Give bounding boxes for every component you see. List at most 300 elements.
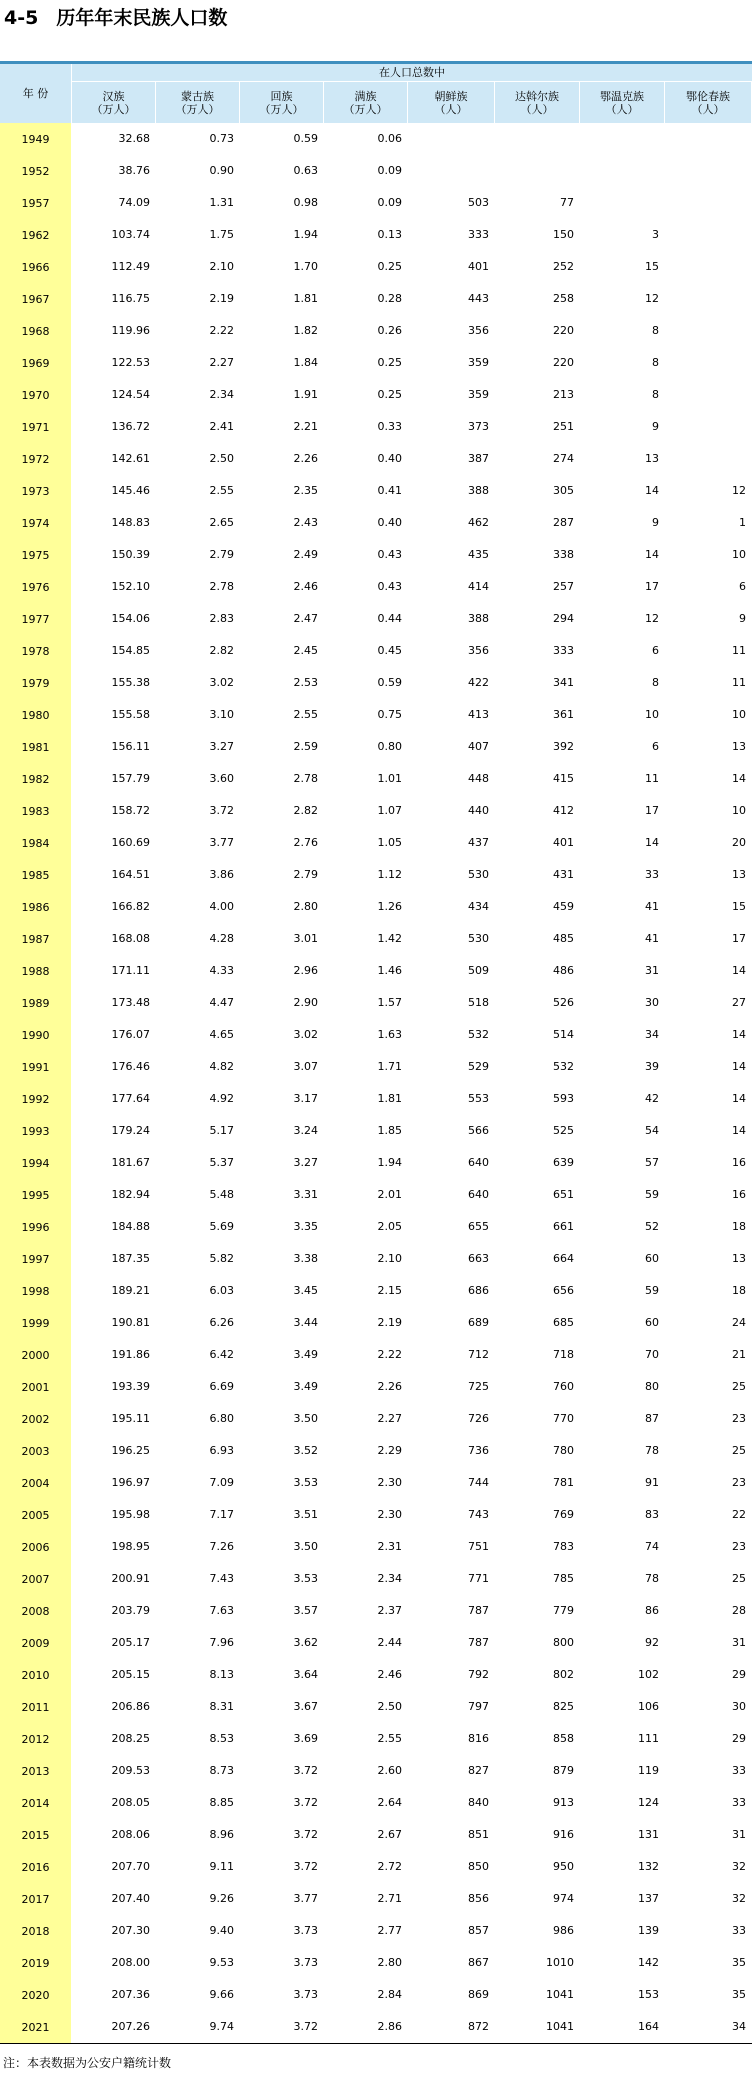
value-cell: 59 — [645, 1284, 659, 1297]
value-cell: 6.26 — [209, 1316, 234, 1329]
value-cell: 9 — [652, 516, 659, 529]
column-unit: （万人） — [259, 102, 304, 116]
column-header — [665, 82, 751, 123]
value-cell: 3.02 — [293, 1028, 318, 1041]
value-cell: 462 — [468, 516, 489, 529]
value-cell: 152.10 — [111, 580, 150, 593]
value-cell: 287 — [553, 516, 574, 529]
year-cell: 1972 — [0, 443, 72, 475]
value-cell: 74 — [645, 1540, 659, 1553]
year-cell: 2007 — [0, 1563, 72, 1595]
value-cell — [665, 251, 746, 283]
value-cell: 23 — [732, 1476, 746, 1489]
value-cell: 486 — [553, 964, 574, 977]
value-cell: 2.71 — [377, 1892, 402, 1905]
value-cell: 640 — [468, 1156, 489, 1169]
value-cell: 0.06 — [377, 132, 402, 145]
value-cell: 27 — [732, 996, 746, 1009]
value-cell: 0.25 — [377, 356, 402, 369]
table-row — [0, 155, 752, 187]
value-cell: 2.55 — [209, 484, 234, 497]
value-cell: 5.17 — [209, 1124, 234, 1137]
value-cell: 116.75 — [111, 292, 150, 305]
value-cell: 28 — [732, 1604, 746, 1617]
table-row — [0, 379, 752, 411]
value-cell — [408, 123, 489, 155]
value-cell — [665, 123, 746, 155]
value-cell: 1.85 — [377, 1124, 402, 1137]
value-cell: 154.06 — [111, 612, 150, 625]
value-cell: 437 — [468, 836, 489, 849]
year-cell: 1975 — [0, 539, 72, 571]
value-cell: 3.57 — [293, 1604, 318, 1617]
column-header — [324, 82, 407, 123]
year-cell: 1977 — [0, 603, 72, 635]
value-cell: 7.63 — [209, 1604, 234, 1617]
value-cell: 769 — [553, 1508, 574, 1521]
value-cell — [665, 347, 746, 379]
value-cell: 213 — [553, 388, 574, 401]
value-cell: 388 — [468, 484, 489, 497]
value-cell: 294 — [553, 612, 574, 625]
value-cell: 87 — [645, 1412, 659, 1425]
column-name: 回族 — [270, 89, 293, 103]
value-cell: 205.15 — [111, 1668, 150, 1681]
value-cell: 33 — [645, 868, 659, 881]
value-cell: 2.77 — [377, 1924, 402, 1937]
value-cell: 2.34 — [209, 388, 234, 401]
value-cell: 31 — [645, 964, 659, 977]
table-row — [0, 283, 752, 315]
year-cell: 2019 — [0, 1947, 72, 1979]
value-cell: 1.05 — [377, 836, 402, 849]
value-cell: 13 — [645, 452, 659, 465]
year-cell: 2016 — [0, 1851, 72, 1883]
table-row — [0, 571, 752, 603]
value-cell: 2.55 — [377, 1732, 402, 1745]
value-cell: 38.76 — [118, 164, 150, 177]
value-cell: 305 — [553, 484, 574, 497]
value-cell: 119.96 — [111, 324, 150, 337]
value-cell: 2.22 — [377, 1348, 402, 1361]
value-cell: 4.28 — [209, 932, 234, 945]
table-row — [0, 539, 752, 571]
value-cell: 407 — [468, 740, 489, 753]
value-cell: 78 — [645, 1572, 659, 1585]
value-cell: 2.10 — [209, 260, 234, 273]
value-cell — [665, 219, 746, 251]
value-cell: 1.82 — [293, 324, 318, 337]
value-cell: 206.86 — [111, 1700, 150, 1713]
value-cell: 1 — [739, 516, 746, 529]
value-cell: 2.72 — [377, 1860, 402, 1873]
value-cell: 12 — [732, 484, 746, 497]
year-cell: 1986 — [0, 891, 72, 923]
table-row — [0, 1851, 752, 1883]
value-cell: 193.39 — [111, 1380, 150, 1393]
table-row — [0, 123, 752, 155]
value-cell: 3.67 — [293, 1700, 318, 1713]
value-cell: 526 — [553, 996, 574, 1009]
year-cell: 2003 — [0, 1435, 72, 1467]
year-cell: 1994 — [0, 1147, 72, 1179]
value-cell: 2.31 — [377, 1540, 402, 1553]
table-number: 4-5 — [4, 7, 39, 29]
value-cell: 0.28 — [377, 292, 402, 305]
value-cell: 2.01 — [377, 1188, 402, 1201]
year-cell: 1967 — [0, 283, 72, 315]
value-cell: 3.77 — [209, 836, 234, 849]
year-cell: 2005 — [0, 1499, 72, 1531]
table-row — [0, 1211, 752, 1243]
year-cell: 1978 — [0, 635, 72, 667]
value-cell: 816 — [468, 1732, 489, 1745]
value-cell: 57 — [645, 1156, 659, 1169]
year-cell: 1971 — [0, 411, 72, 443]
value-cell: 3.72 — [293, 1828, 318, 1841]
value-cell: 15 — [732, 900, 746, 913]
year-cell: 2000 — [0, 1339, 72, 1371]
value-cell: 440 — [468, 804, 489, 817]
value-cell: 179.24 — [111, 1124, 150, 1137]
value-cell: 198.95 — [111, 1540, 150, 1553]
year-cell: 1992 — [0, 1083, 72, 1115]
value-cell: 3.72 — [209, 804, 234, 817]
value-cell: 203.79 — [111, 1604, 150, 1617]
value-cell: 195.11 — [111, 1412, 150, 1425]
year-cell: 1982 — [0, 763, 72, 795]
value-cell: 3.31 — [293, 1188, 318, 1201]
value-cell: 0.98 — [293, 196, 318, 209]
value-cell: 2.41 — [209, 420, 234, 433]
value-cell: 33 — [732, 1764, 746, 1777]
value-cell: 0.25 — [377, 260, 402, 273]
value-cell: 11 — [645, 772, 659, 785]
value-cell: 6 — [652, 644, 659, 657]
value-cell: 553 — [468, 1092, 489, 1105]
value-cell: 2.82 — [293, 804, 318, 817]
value-cell: 0.59 — [293, 132, 318, 145]
column-name: 达斡尔族 — [515, 89, 559, 103]
table-row — [0, 1563, 752, 1595]
value-cell: 1.46 — [377, 964, 402, 977]
column-name: 鄂伦春族 — [686, 89, 730, 103]
year-cell: 1990 — [0, 1019, 72, 1051]
value-cell: 857 — [468, 1924, 489, 1937]
value-cell: 124.54 — [111, 388, 150, 401]
table-row — [0, 1339, 752, 1371]
table-row — [0, 1947, 752, 1979]
table-row — [0, 187, 752, 219]
value-cell: 207.40 — [111, 1892, 150, 1905]
value-cell: 200.91 — [111, 1572, 150, 1585]
value-cell: 2.96 — [293, 964, 318, 977]
value-cell: 3.69 — [293, 1732, 318, 1745]
value-cell: 787 — [468, 1604, 489, 1617]
value-cell: 1.26 — [377, 900, 402, 913]
year-cell: 1987 — [0, 923, 72, 955]
value-cell: 2.80 — [377, 1956, 402, 1969]
year-cell: 2010 — [0, 1659, 72, 1691]
value-cell: 14 — [732, 1028, 746, 1041]
value-cell: 122.53 — [111, 356, 150, 369]
value-cell: 25 — [732, 1572, 746, 1585]
table-row — [0, 603, 752, 635]
value-cell: 2.19 — [377, 1316, 402, 1329]
value-cell: 220 — [553, 324, 574, 337]
value-cell: 207.26 — [111, 2020, 150, 2033]
column-unit: （人） — [434, 102, 468, 116]
table-row — [0, 1275, 752, 1307]
value-cell: 413 — [468, 708, 489, 721]
column-unit: （万人） — [175, 102, 220, 116]
value-cell: 182.94 — [111, 1188, 150, 1201]
table-row — [0, 251, 752, 283]
value-cell — [665, 315, 746, 347]
value-cell: 2.34 — [377, 1572, 402, 1585]
value-cell: 3.62 — [293, 1636, 318, 1649]
value-cell: 827 — [468, 1764, 489, 1777]
value-cell: 1.63 — [377, 1028, 402, 1041]
value-cell: 3.02 — [209, 676, 234, 689]
value-cell: 257 — [553, 580, 574, 593]
value-cell: 9.11 — [209, 1860, 234, 1873]
value-cell: 3.27 — [293, 1156, 318, 1169]
value-cell: 20 — [732, 836, 746, 849]
value-cell: 0.63 — [293, 164, 318, 177]
year-cell: 2002 — [0, 1403, 72, 1435]
value-cell: 208.00 — [111, 1956, 150, 1969]
value-cell: 825 — [553, 1700, 574, 1713]
value-cell: 2.26 — [293, 452, 318, 465]
year-cell: 1991 — [0, 1051, 72, 1083]
table-row — [0, 795, 752, 827]
table-row — [0, 411, 752, 443]
value-cell: 3.53 — [293, 1572, 318, 1585]
table-row — [0, 219, 752, 251]
value-cell: 338 — [553, 548, 574, 561]
value-cell: 518 — [468, 996, 489, 1009]
value-cell: 196.97 — [111, 1476, 150, 1489]
value-cell: 760 — [553, 1380, 574, 1393]
value-cell: 14 — [645, 484, 659, 497]
value-cell: 4.00 — [209, 900, 234, 913]
value-cell: 401 — [468, 260, 489, 273]
value-cell: 356 — [468, 644, 489, 657]
value-cell: 530 — [468, 868, 489, 881]
value-cell: 974 — [553, 1892, 574, 1905]
value-cell: 91 — [645, 1476, 659, 1489]
value-cell: 77 — [560, 196, 574, 209]
value-cell: 2.64 — [377, 1796, 402, 1809]
table-row — [0, 955, 752, 987]
value-cell: 783 — [553, 1540, 574, 1553]
column-header — [495, 82, 579, 123]
year-cell: 2018 — [0, 1915, 72, 1947]
value-cell: 2.78 — [293, 772, 318, 785]
value-cell: 3.38 — [293, 1252, 318, 1265]
table-row — [0, 859, 752, 891]
value-cell — [408, 155, 489, 187]
value-cell: 2.43 — [293, 516, 318, 529]
value-cell: 1.94 — [377, 1156, 402, 1169]
value-cell: 6.03 — [209, 1284, 234, 1297]
year-cell: 1973 — [0, 475, 72, 507]
value-cell: 32 — [732, 1860, 746, 1873]
value-cell: 6.80 — [209, 1412, 234, 1425]
value-cell: 2.21 — [293, 420, 318, 433]
year-cell: 2012 — [0, 1723, 72, 1755]
value-cell: 136.72 — [111, 420, 150, 433]
value-cell: 6 — [652, 740, 659, 753]
value-cell: 15 — [645, 260, 659, 273]
value-cell: 2.30 — [377, 1476, 402, 1489]
year-cell: 1974 — [0, 507, 72, 539]
table-row — [0, 2011, 752, 2043]
value-cell: 3 — [652, 228, 659, 241]
value-cell: 252 — [553, 260, 574, 273]
value-cell: 1.31 — [209, 196, 234, 209]
table-row — [0, 1819, 752, 1851]
value-cell: 0.26 — [377, 324, 402, 337]
value-cell: 111 — [638, 1732, 659, 1745]
value-cell: 0.75 — [377, 708, 402, 721]
value-cell: 2.78 — [209, 580, 234, 593]
value-cell: 35 — [732, 1988, 746, 2001]
value-cell: 155.58 — [111, 708, 150, 721]
year-cell: 1983 — [0, 795, 72, 827]
value-cell: 412 — [553, 804, 574, 817]
value-cell: 1010 — [546, 1956, 574, 1969]
value-cell: 685 — [553, 1316, 574, 1329]
value-cell: 78 — [645, 1444, 659, 1457]
value-cell: 663 — [468, 1252, 489, 1265]
value-cell — [580, 155, 659, 187]
year-cell: 2004 — [0, 1467, 72, 1499]
table-row — [0, 699, 752, 731]
value-cell: 274 — [553, 452, 574, 465]
value-cell: 25 — [732, 1380, 746, 1393]
value-cell: 0.73 — [209, 132, 234, 145]
table-row — [0, 443, 752, 475]
value-cell: 3.77 — [293, 1892, 318, 1905]
value-cell: 4.33 — [209, 964, 234, 977]
page-title — [4, 3, 227, 33]
value-cell: 9.66 — [209, 1988, 234, 2001]
table-row — [0, 1979, 752, 2011]
year-cell: 1996 — [0, 1211, 72, 1243]
value-cell: 2.50 — [209, 452, 234, 465]
value-cell: 168.08 — [111, 932, 150, 945]
value-cell — [665, 283, 746, 315]
value-cell: 509 — [468, 964, 489, 977]
year-cell: 1957 — [0, 187, 72, 219]
value-cell: 181.67 — [111, 1156, 150, 1169]
value-cell: 3.50 — [293, 1412, 318, 1425]
value-cell: 158.72 — [111, 804, 150, 817]
value-cell: 2.65 — [209, 516, 234, 529]
value-cell: 6.93 — [209, 1444, 234, 1457]
value-cell: 156.11 — [111, 740, 150, 753]
value-cell: 525 — [553, 1124, 574, 1137]
value-cell: 3.49 — [293, 1348, 318, 1361]
value-cell: 8.85 — [209, 1796, 234, 1809]
value-cell: 916 — [553, 1828, 574, 1841]
value-cell: 856 — [468, 1892, 489, 1905]
value-cell: 6 — [739, 580, 746, 593]
value-cell: 10 — [732, 804, 746, 817]
value-cell: 11 — [732, 676, 746, 689]
value-cell: 5.82 — [209, 1252, 234, 1265]
value-cell: 3.27 — [209, 740, 234, 753]
table-row — [0, 1179, 752, 1211]
value-cell: 3.50 — [293, 1540, 318, 1553]
year-cell: 1952 — [0, 155, 72, 187]
value-cell: 3.10 — [209, 708, 234, 721]
table-row — [0, 731, 752, 763]
value-cell: 1041 — [546, 2020, 574, 2033]
table-row — [0, 1083, 752, 1115]
value-cell: 29 — [732, 1668, 746, 1681]
year-cell: 1969 — [0, 347, 72, 379]
value-cell: 0.09 — [377, 164, 402, 177]
table-row — [0, 1531, 752, 1563]
value-cell: 6.42 — [209, 1348, 234, 1361]
value-cell: 415 — [553, 772, 574, 785]
column-header — [72, 82, 155, 123]
value-cell: 333 — [553, 644, 574, 657]
year-cell: 1988 — [0, 955, 72, 987]
value-cell: 726 — [468, 1412, 489, 1425]
value-cell: 7.96 — [209, 1636, 234, 1649]
value-cell: 3.86 — [209, 868, 234, 881]
value-cell: 8.53 — [209, 1732, 234, 1745]
table-row — [0, 1691, 752, 1723]
value-cell: 8 — [652, 388, 659, 401]
value-cell: 2.37 — [377, 1604, 402, 1617]
value-cell: 150.39 — [111, 548, 150, 561]
value-cell: 867 — [468, 1956, 489, 1969]
value-cell: 661 — [553, 1220, 574, 1233]
value-cell: 851 — [468, 1828, 489, 1841]
value-cell: 41 — [645, 900, 659, 913]
value-cell: 779 — [553, 1604, 574, 1617]
value-cell: 448 — [468, 772, 489, 785]
value-cell: 333 — [468, 228, 489, 241]
value-cell: 3.35 — [293, 1220, 318, 1233]
value-cell: 184.88 — [111, 1220, 150, 1233]
table-row — [0, 1883, 752, 1915]
column-unit: （人） — [520, 102, 554, 116]
value-cell: 3.24 — [293, 1124, 318, 1137]
value-cell: 401 — [553, 836, 574, 849]
value-cell: 148.83 — [111, 516, 150, 529]
value-cell: 14 — [645, 548, 659, 561]
year-cell: 2001 — [0, 1371, 72, 1403]
table-row — [0, 1787, 752, 1819]
column-header — [580, 82, 664, 123]
year-cell: 1980 — [0, 699, 72, 731]
table-row — [0, 1243, 752, 1275]
table-row — [0, 763, 752, 795]
value-cell: 173.48 — [111, 996, 150, 1009]
value-cell: 869 — [468, 1988, 489, 2001]
value-cell: 2.10 — [377, 1252, 402, 1265]
value-cell: 3.07 — [293, 1060, 318, 1073]
value-cell: 3.53 — [293, 1476, 318, 1489]
column-name: 朝鲜族 — [434, 89, 468, 103]
value-cell: 154.85 — [111, 644, 150, 657]
